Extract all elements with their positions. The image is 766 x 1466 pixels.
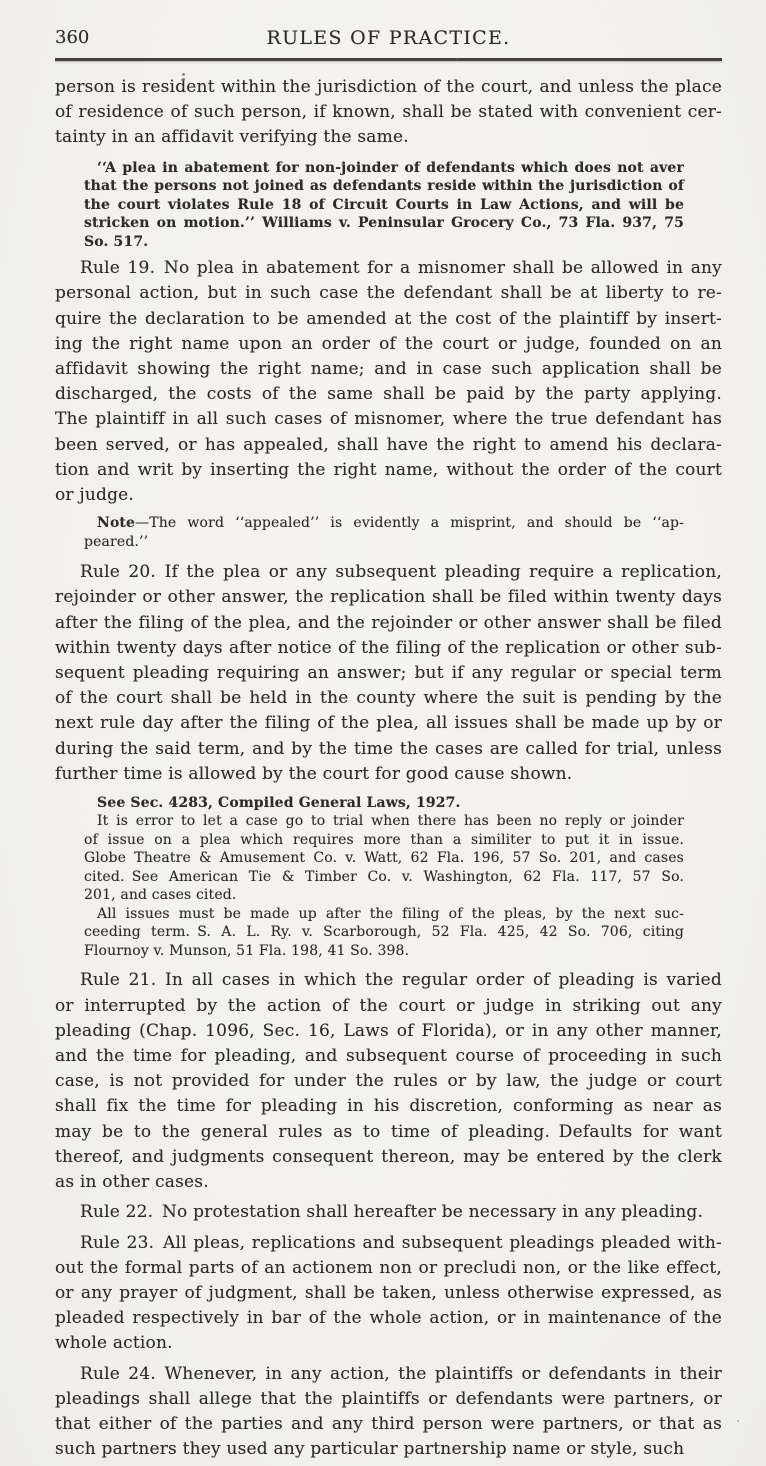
text-line: that the persons not joined as defendants reside within the jurisdiction of	[84, 178, 684, 195]
annotation-rule-20	[84, 794, 684, 961]
text-line: Globe Theatre & Amusement Co. v. Watt, 62 Fla. 196, 57 So. 201, and cases	[84, 850, 684, 867]
text-line: ing the right name upon an order of the court or judge, founded on an	[55, 333, 722, 354]
scan-speck	[737, 1420, 739, 1422]
page-number: 360	[55, 27, 90, 48]
text-line: ceeding term. S. A. L. Ry. v. Scarborough, 52 Fla. 425, 42 So. 706, citing	[84, 924, 684, 941]
running-header	[55, 0, 722, 49]
text-line: See Sec. 4283, Compiled General Laws, 1927.	[97, 794, 461, 811]
text-line: that either of the parties and any third person were partners, or that as	[55, 1413, 722, 1434]
paragraph	[84, 794, 684, 813]
text-line: Flournoy v. Munson, 51 Fla. 198, 41 So. 398.	[84, 942, 410, 959]
rule-20	[55, 560, 722, 787]
text-line: peared.’’	[84, 533, 149, 550]
text-line: as in other cases.	[55, 1172, 209, 1193]
text-line: pleading (Chap. 1096, Sec. 16, Laws of Florida), or in any other manner,	[55, 1020, 722, 1041]
text-line: been served, or has appealed, shall have the right to amend his declara-	[55, 434, 722, 455]
text-segment: Note	[97, 515, 136, 532]
text-line: rejoinder or other answer, the replication shall be filed within twenty days	[55, 587, 722, 608]
header-rule-divider	[55, 58, 722, 61]
running-header-title: RULES OF PRACTICE.	[266, 27, 511, 49]
text-line: further time is allowed by the court for good cause shown.	[55, 763, 573, 784]
text-line: person is resident within the jurisdiction of the court, and unless the place	[55, 77, 722, 97]
paragraph	[55, 1200, 722, 1225]
text-line: Rule 21. In all cases in which the regular order of pleading is varied	[80, 970, 722, 991]
text-line: of the court shall be held in the county where the suit is pending by the	[55, 688, 722, 709]
text-line: tion and writ by inserting the right name, without the order of the court	[55, 459, 722, 480]
page-content	[55, 0, 722, 1462]
text-line: within twenty days after notice of the filing of the replication or other sub-	[55, 637, 722, 658]
text-line: the court violates Rule 18 of Circuit Courts in Law Actions, and will be	[84, 196, 684, 213]
scan-speck	[456, 58, 458, 60]
paragraph-continuation	[55, 75, 722, 151]
rule-24	[55, 1362, 722, 1463]
text-line: Rule 23. All pleas, replications and subsequent pleadings pleaded with-	[80, 1232, 722, 1253]
text-line: case, is not provided for under the rules or by law, the judge or court	[55, 1071, 722, 1092]
text-line: next rule day after the filing of the plea, all issues shall be made up by or	[55, 713, 722, 734]
text-line: 201, and cases cited.	[84, 887, 237, 904]
text-line: pleaded respectively in bar of the whole action, or in maintenance of the	[55, 1308, 722, 1329]
text-line: All issues must be made up after the filing of the pleas, by the next suc-	[97, 905, 684, 922]
paragraph	[55, 75, 722, 151]
paragraph	[55, 560, 722, 787]
text-line: or judge.	[55, 484, 135, 505]
text-line: and the time for pleading, and subsequent course of proceeding in such	[55, 1046, 722, 1067]
paragraph	[84, 159, 684, 252]
text-line: sequent pleading requiring an answer; but if any regular or special term	[55, 662, 722, 683]
text-line: during the said term, and by the time the cases are called for trial, unless	[55, 738, 722, 759]
text-line: cited. See American Tie & Timber Co. v. Washington, 62 Fla. 117, 57 So.	[84, 868, 684, 885]
paragraph	[55, 256, 722, 508]
paragraph	[84, 812, 684, 905]
text-line: of residence of such person, if known, shall be stated with convenient cer-	[55, 102, 722, 123]
text-line: Rule 24. Whenever, in any action, the plaintiffs or defendants in their	[80, 1363, 722, 1384]
text-line: whole action.	[55, 1333, 173, 1354]
rule-22	[55, 1200, 722, 1225]
note-misprint	[84, 514, 684, 551]
text-line: affidavit showing the right name; and in case such application shall be	[55, 358, 722, 379]
text-line: such partners they used any particular partnership name or style, such	[55, 1439, 685, 1460]
text-line: tainty in an affidavit verifying the same.	[55, 127, 409, 148]
annotation-williams-v-peninsular	[84, 159, 684, 252]
page-body	[55, 75, 722, 1462]
text-line: thereof, and judgments consequent thereon, may be entered by the clerk	[55, 1146, 722, 1167]
text-line: Rule 20. If the plea or any subsequent pleading require a replication,	[80, 562, 722, 583]
text-line: after the filing of the plea, and the rejoinder or other answer shall be filed	[55, 612, 722, 633]
text-line	[84, 514, 684, 533]
text-line: may be to the general rules as to time of pleading. Defaults for want	[55, 1121, 722, 1142]
paragraph	[55, 968, 722, 1195]
text-segment: —The word ‘‘appealed’’ is evidently a misprint, and should be ‘‘ap-	[135, 515, 684, 532]
text-line: personal action, but in such case the defendant shall be at liberty to re-	[55, 283, 722, 304]
text-line: So. 517.	[84, 233, 149, 250]
text-line: It is error to let a case go to trial when there has been no reply or joinder	[97, 813, 684, 830]
rule-23	[55, 1231, 722, 1357]
text-line: of issue on a plea which requires more than a similiter to put it in issue.	[84, 831, 684, 848]
text-line: ‘‘A plea in abatement for non-joinder of defendants which does not aver	[97, 159, 684, 176]
text-line: out the formal parts of an actionem non or precludi non, or the like effect,	[55, 1257, 722, 1278]
paragraph	[55, 1231, 722, 1357]
text-line: shall fix the time for pleading in his discretion, conforming as near as	[55, 1096, 722, 1117]
text-line: The plaintiff in all such cases of misnomer, where the true defendant has	[55, 409, 722, 430]
rule-19	[55, 256, 722, 508]
text-line: pleadings shall allege that the plaintiffs or defendants were partners, or	[55, 1388, 722, 1409]
text-line: Rule 19. No plea in abatement for a misnomer shall be allowed in any	[80, 258, 722, 279]
text-line: or any prayer of judgment, shall be taken, unless otherwise expressed, as	[55, 1282, 722, 1303]
text-line: discharged, the costs of the same shall be paid by the party applying.	[55, 384, 722, 405]
paragraph	[55, 1362, 722, 1463]
rule-21	[55, 968, 722, 1195]
text-line: stricken on motion.’’ Williams v. Peninsular Grocery Co., 73 Fla. 937, 75	[84, 215, 684, 232]
text-line: Rule 22. No protestation shall hereafter be necessary in any pleading.	[80, 1202, 704, 1223]
scan-speck	[182, 73, 185, 76]
text-line: quire the declaration to be amended at the cost of the plaintiff by insert-	[55, 308, 722, 329]
text-line: or interrupted by the action of the court or judge in striking out any	[55, 995, 722, 1016]
paragraph	[84, 905, 684, 961]
paragraph	[84, 514, 684, 551]
